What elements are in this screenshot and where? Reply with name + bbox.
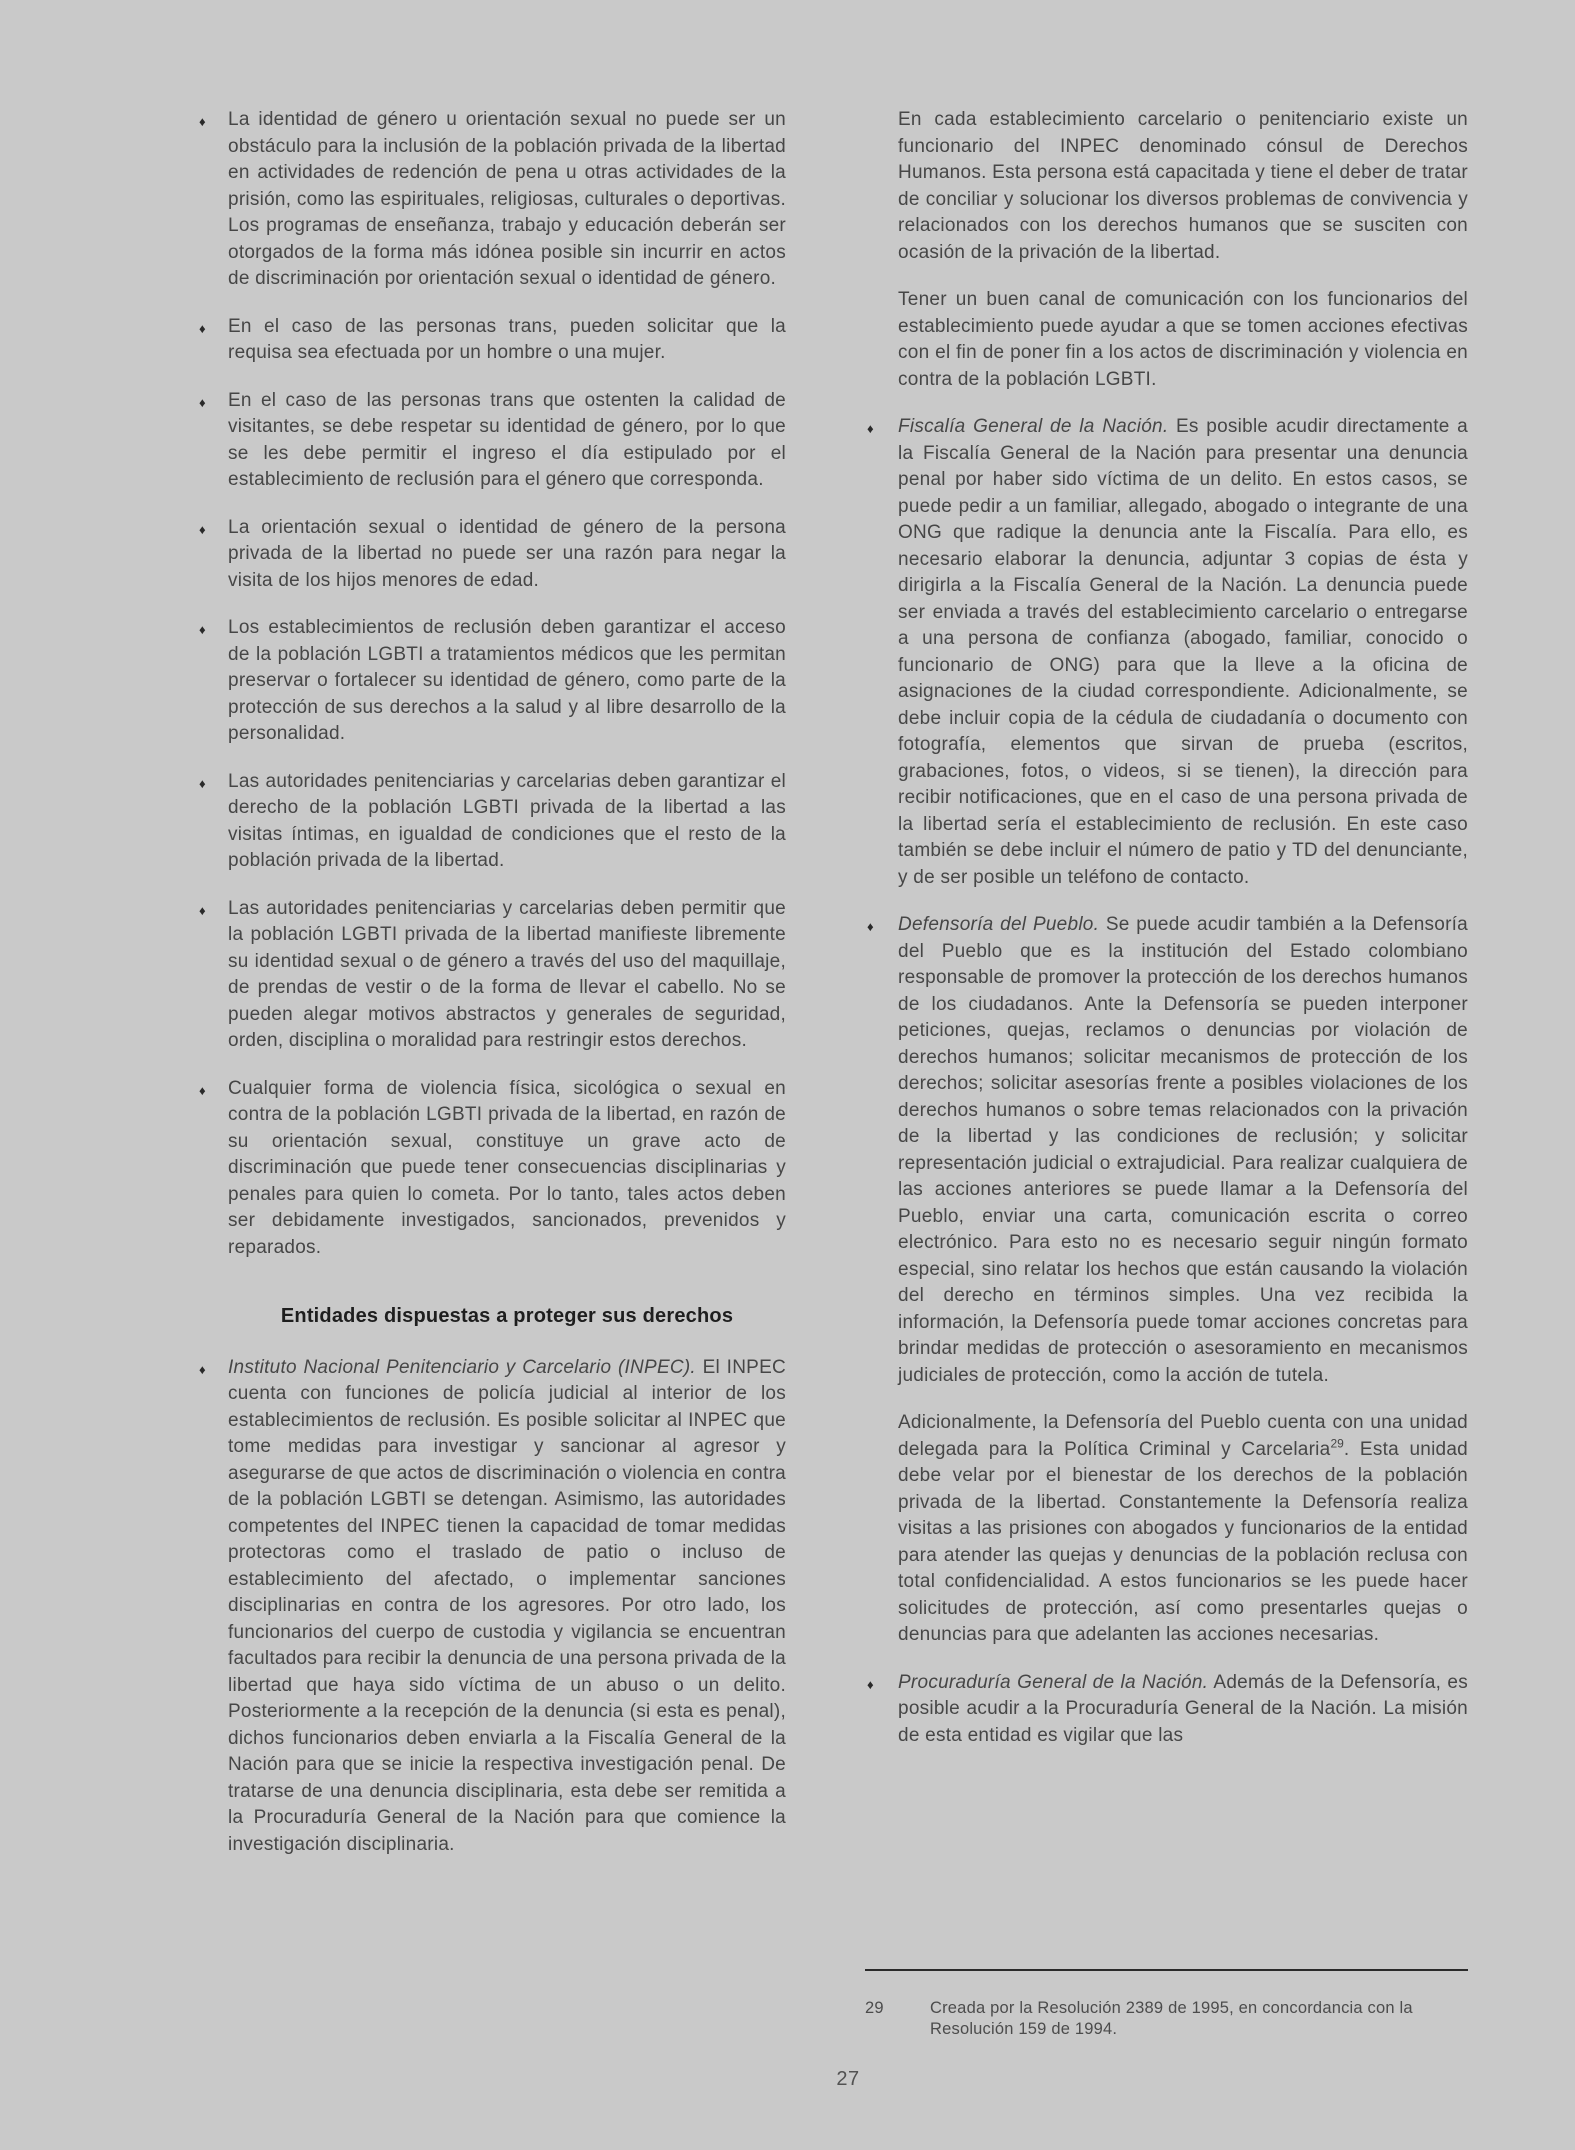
paragraph <box>865 287 1468 393</box>
bullet-item-text: Cualquier forma de violencia física, sicológica o sexual en contra de la población LGBTI privada de la libertad, en razón de su orientación sexual, constituye un grave acto de discriminación que puede tener consecuencias disciplinarias y penales para quien lo cometa. Por lo tanto, tales actos deben ser debidamente investigados, sancionados, prevenidos y reparados. <box>228 1077 786 1258</box>
paragraph <box>865 1410 1468 1649</box>
bullet-diamond-icon: ♦ <box>199 902 206 918</box>
footnote-rule <box>865 1969 1468 1971</box>
bullet-item <box>865 414 1468 891</box>
bullet-item-text: Fiscalía General de la Nación. Es posible acudir directamente a la Fiscalía General de la Nación para presentar una denuncia penal por haber sido víctima de un delito. En estos casos, se puede pedir a un familiar, allegado, abogado o integrante de una ONG que radique la denuncia ante la Fiscalía. Para ello, es necesario elaborar la denuncia, adjuntar 3 copias de ésta y dirigirla a la Fiscalía General de la Nación. La denuncia puede ser enviada a través del establecimiento carcelario o entregarse a una persona de confianza (abogado, familiar, conocido o funcionario de ONG) para que la lleve a la oficina de asignaciones de la ciudad correspondiente. Adicionalmente, se debe incluir copia de la cédula de ciudadanía o documento con fotografía, elementos que sirvan de prueba (escritos, grabaciones, fotos, o videos, si se tienen), la dirección para recibir notificaciones, que en el caso de una persona privada de la libertad sería el establecimiento de reclusión. En este caso también se debe incluir el número de patio y TD del denunciante, y de ser posible un teléfono de contacto. <box>898 416 1468 888</box>
bullet-item <box>197 314 786 367</box>
bullet-item <box>197 515 786 595</box>
bullet-diamond-icon: ♦ <box>867 421 874 436</box>
paragraph-text: Adicionalmente, la Defensoría del Pueblo cuenta con una unidad delegada para la Política Criminal y Carcelaria$^{29}$. Esta unidad debe velar por el bienestar de los derechos de la población privada de la libertad. Constantemente la Defensoría realiza visitas a las prisiones con abogados y funcionarios de la entidad para atender las quejas y denuncias de la población reclusa con total confidencialidad. A estos funcionarios se les puede hacer solicitudes de protección, así como presentarles quejas o denuncias para que adelanten las acciones necesarias. <box>898 1412 1468 1645</box>
bullet-item-text: En el caso de las personas trans que ostenten la calidad de visitantes, se debe respetar su identidad de género, por lo que se les debe permitir el ingreso el día estipulado por el establecimiento de reclusión para el género que corresponda. <box>228 389 786 490</box>
footnote-number: 29 <box>865 1999 884 2017</box>
left-column <box>197 107 786 1879</box>
bullet-item <box>197 107 786 293</box>
bullet-diamond-icon: ♦ <box>199 320 206 336</box>
bullet-item-text: Los establecimientos de reclusión deben garantizar el acceso de la población LGBTI a tratamientos médicos que les permitan preservar o fortalecer su identidad de género, como parte de la protección de sus derechos a la salud y al libre desarrollo de la personalidad. <box>228 617 786 744</box>
bullet-item-text: Las autoridades penitenciarias y carcelarias deben garantizar el derecho de la población LGBTI privada de la libertad a las visitas íntimas, en igualdad de condiciones que el resto de la población privada de la libertad. <box>228 770 786 871</box>
bullet-item <box>197 388 786 494</box>
paragraph-text: En cada establecimiento carcelario o penitenciario existe un funcionario del INPEC denominado cónsul de Derechos Humanos. Esta persona está capacitada y tiene el deber de tratar de conciliar y solucionar los diversos problemas de convivencia y relacionados con los derechos humanos que se susciten con ocasión de la privación de la libertad. <box>898 109 1468 263</box>
bullet-item-text: Procuraduría General de la Nación. Además de la Defensoría, es posible acudir a la Procuraduría General de la Nación. La misión de esta entidad es vigilar que las <box>898 1671 1468 1746</box>
page-number: 27 <box>836 2068 860 2090</box>
bullet-item <box>197 896 786 1055</box>
section-heading: Entidades dispuestas a proteger sus derechos <box>280 1305 734 1327</box>
footnote-reference: 29 <box>1330 1436 1344 1451</box>
bullet-diamond-icon: ♦ <box>199 394 206 410</box>
bullet-item <box>197 1355 786 1859</box>
footnote-row <box>865 1998 1468 2039</box>
right-column <box>865 107 1468 1770</box>
bullet-diamond-icon: ♦ <box>199 1361 206 1377</box>
bullet-diamond-icon: ♦ <box>199 114 206 129</box>
bullet-item-text: En el caso de las personas trans, pueden solicitar que la requisa sea efectuada por un hombre o una mujer. <box>228 315 786 363</box>
bullet-item <box>865 1670 1468 1750</box>
paragraph-text: Tener un buen canal de comunicación con los funcionarios del establecimiento puede ayudar a que se tomen acciones efectivas con el fin de poner fin a los actos de discriminación y violencia en contra de la población LGBTI. <box>898 289 1468 390</box>
bullet-diamond-icon: ♦ <box>199 1082 206 1098</box>
bullet-diamond-icon: ♦ <box>199 622 206 637</box>
bullet-item-text: La orientación sexual o identidad de género de la persona privada de la libertad no puede ser una razón para negar la visita de los hijos menores de edad. <box>228 516 786 591</box>
footnote-text: Creada por la Resolución 2389 de 1995, en concordancia con la Resolución 159 de 1994. <box>930 1999 1413 2038</box>
paragraph <box>865 107 1468 266</box>
bullet-item <box>197 1076 786 1262</box>
bullet-item-text: La identidad de género u orientación sexual no puede ser un obstáculo para la inclusión de la población privada de la libertad en actividades de redención de pena u otras actividades de la prisión, como las espirituales, religiosas, culturales o deportivas. Los programas de enseñanza, trabajo y educación deberán ser otorgados de la forma más idónea posible sin incurrir en actos de discriminación por orientación sexual o identidad de género. <box>228 109 786 289</box>
bullet-item <box>865 912 1468 1389</box>
bullet-item-text: Las autoridades penitenciarias y carcelarias deben permitir que la población LGBTI privada de la libertad manifieste libremente su identidad sexual o de género a través del uso del maquillaje, de prendas de vestir o de la forma de llevar el cabello. No se pueden alegar motivos abstractos y generales de seguridad, orden, disciplina o moralidad para restringir estos derechos. <box>228 897 786 1051</box>
bullet-item-text: Instituto Nacional Penitenciario y Carcelario (INPEC). El INPEC cuenta con funciones de policía judicial al interior de los establecimientos de reclusión. Es posible solicitar al INPEC que tome medidas para investigar y sancionar al agresor y asegurarse de que actos de discriminación o violencia en contra de la población LGBTI se detengan. Asimismo, las autoridades competentes del INPEC tienen la capacidad de tomar medidas protectoras como el traslado de patio o incluso de establecimiento del afectado, o implementar sanciones disciplinarias en contra de los agresores. Por otro lado, los funcionarios del cuerpo de custodia y vigilancia se encuentran facultados para recibir la denuncia de una persona privada de la libertad que haya sido víctima de un abuso o un delito. Posteriormente a la recepción de la denuncia (si esta es penal), dichos funcionarios deben enviarla a la Fiscalía General de la Nación para que se inicie la respectiva investigación penal. De tratarse de una denuncia disciplinaria, esta debe ser remitida a la Procuraduría General de la Nación para que comience la investigación disciplinaria. <box>228 1356 786 1855</box>
bullet-diamond-icon: ♦ <box>867 919 874 934</box>
bullet-diamond-icon: ♦ <box>199 775 206 791</box>
footnote <box>865 1969 1468 2039</box>
bullet-item <box>197 615 786 748</box>
bullet-diamond-icon: ♦ <box>867 1676 874 1692</box>
bullet-item <box>197 769 786 875</box>
bullet-item-text: Defensoría del Pueblo. Se puede acudir también a la Defensoría del Pueblo que es la institución del Estado colombiano responsable de promover la protección de los derechos humanos de los ciudadanos. Ante la Defensoría se pueden interponer peticiones, quejas, reclamos o denuncias por violación de derechos humanos; solicitar mecanismos de protección de los derechos; solicitar asesorías frente a posibles violaciones de los derechos humanos o sobre temas relacionados con la privación de la libertad y las condiciones de reclusión; y solicitar representación judicial o extrajudicial. Para realizar cualquiera de las acciones anteriores se puede llamar a la Defensoría del Pueblo, enviar una carta, comunicación escrita o correo electrónico. Para esto no es necesario seguir ningún formato especial, sino relatar los hechos que están causando la violación del derecho en términos simples. Una vez recibida la información, la Defensoría puede tomar acciones concretas para brindar medidas de protección o asesoramiento en mecanismos judiciales de protección, como la acción de tutela. <box>898 914 1468 1386</box>
bullet-diamond-icon: ♦ <box>199 521 206 537</box>
